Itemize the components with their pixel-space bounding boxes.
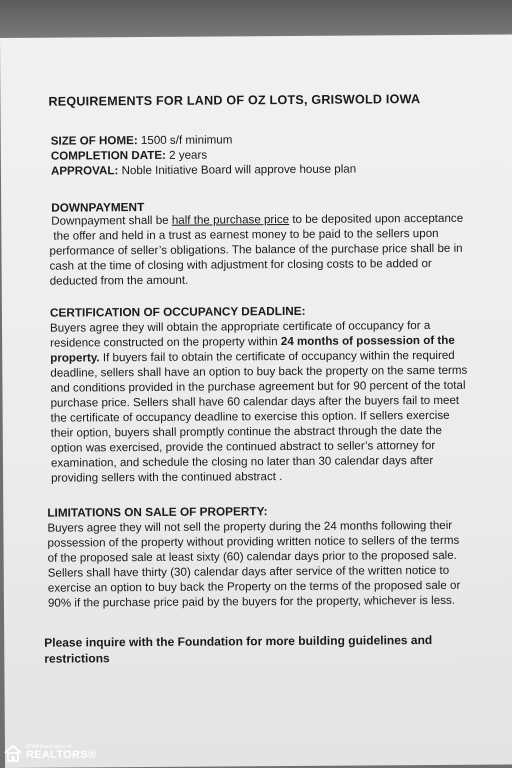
spec-size-value: 1500 s/f minimum [137, 133, 233, 148]
spec-size [51, 133, 233, 148]
occupancy-line-1: Buyers agree they will obtain the appropriate certificate of occupancy for a [49, 319, 431, 335]
occupancy-line-7: the certificate of occupancy deadline to exercise this option. If sellers exercise [50, 408, 450, 425]
spec-approval [51, 163, 356, 179]
downpayment-line-2: the offer and held in a trust as earnest money to be paid to the sellers upon [53, 226, 439, 243]
limitations-line-4: Sellers shall have thirty (30) calendar days after service of the written notice to [47, 563, 450, 580]
occupancy-line-11: providing sellers with the continued abstract . [51, 470, 283, 485]
spec-completion-value: 2 years [165, 148, 208, 162]
spec-size-label: SIZE OF HOME: [50, 134, 138, 148]
occupancy-line-5: and conditions provided in the purchase agreement but for 90 percent of the total [50, 378, 466, 395]
downpayment-underlined: half the purchase price [171, 212, 290, 227]
downpayment-text: Downpayment shall be [51, 213, 172, 228]
downpayment-line-3: performance of seller’s obligations. The balance of the purchase price shall be in [49, 241, 463, 258]
occupancy-line-9: option was exercised, provide the continued abstract to seller’s attorney for [50, 438, 436, 455]
occupancy-line-3 [50, 349, 455, 366]
limitations-heading: LIMITATIONS ON SALE OF PROPERTY: [47, 504, 268, 520]
footer-line-1: Please inquire with the Foundation for more building guidelines and [44, 632, 433, 650]
spec-approval-value: Noble Initiative Board will approve house plan [118, 162, 357, 178]
downpayment-heading: DOWNPAYMENT [51, 199, 145, 215]
occupancy-line-8: their option, buyers shall promptly continue the abstract through the date the [50, 423, 443, 440]
spec-completion-label: COMPLETION DATE: [50, 148, 166, 163]
spec-completion [51, 149, 207, 164]
downpayment-line-5: deducted from the amount. [49, 273, 189, 288]
logo-big-text: REALTORS® [26, 749, 97, 761]
occupancy-heading: CERTIFICATION OF OCCUPANCY DEADLINE: [49, 303, 306, 320]
document-page [0, 34, 512, 768]
downpayment-line-4: cash at the time of closing with adjustment for closing costs to be added or [49, 256, 432, 273]
downpayment-line-1 [51, 212, 463, 229]
limitations-line-6: 90% if the purchase price paid by the buyers for the property, whichever is less. [47, 593, 456, 610]
logo-text [26, 745, 96, 761]
occupancy-text: If buyers fail to obtain the certificate of occupancy within the required [99, 348, 455, 365]
occupancy-text: residence constructed on the property within [50, 335, 281, 350]
occupancy-bold: property. [50, 351, 100, 365]
limitations-line-5: exercise an option to buy back the Property on the terms of the proposed sale or [47, 578, 461, 595]
downpayment-text: to be deposited upon acceptance [289, 211, 464, 226]
occupancy-line-4: deadline, sellers shall have an option to buy back the property on the same terms [50, 363, 468, 380]
spec-approval-label: APPROVAL: [50, 164, 119, 178]
footer-line-2: restrictions [44, 651, 110, 666]
realtors-logo [2, 742, 96, 764]
occupancy-line-2 [50, 334, 455, 351]
occupancy-line-10: examination, and schedule the closing no later than 30 calendar days after [50, 453, 434, 470]
house-icon [2, 742, 24, 764]
limitations-line-1: Buyers agree they will not sell the property during the 24 months following their [47, 518, 453, 535]
logo-small-text: IOWA Association of [26, 744, 72, 750]
limitations-line-3: of the proposed sale at least sixty (60) calendar days prior to the proposed sale. [47, 548, 457, 565]
limitations-line-2: possession of the property without providing written notice to sellers of the terms [47, 533, 460, 550]
occupancy-line-6: purchase price. Sellers shall have 60 calendar days after the buyers fail to meet [50, 393, 460, 410]
document-title: REQUIREMENTS FOR LAND OF OZ LOTS, GRISWOLD IOWA [48, 92, 421, 109]
occupancy-bold: 24 months of possession of the [280, 333, 455, 349]
